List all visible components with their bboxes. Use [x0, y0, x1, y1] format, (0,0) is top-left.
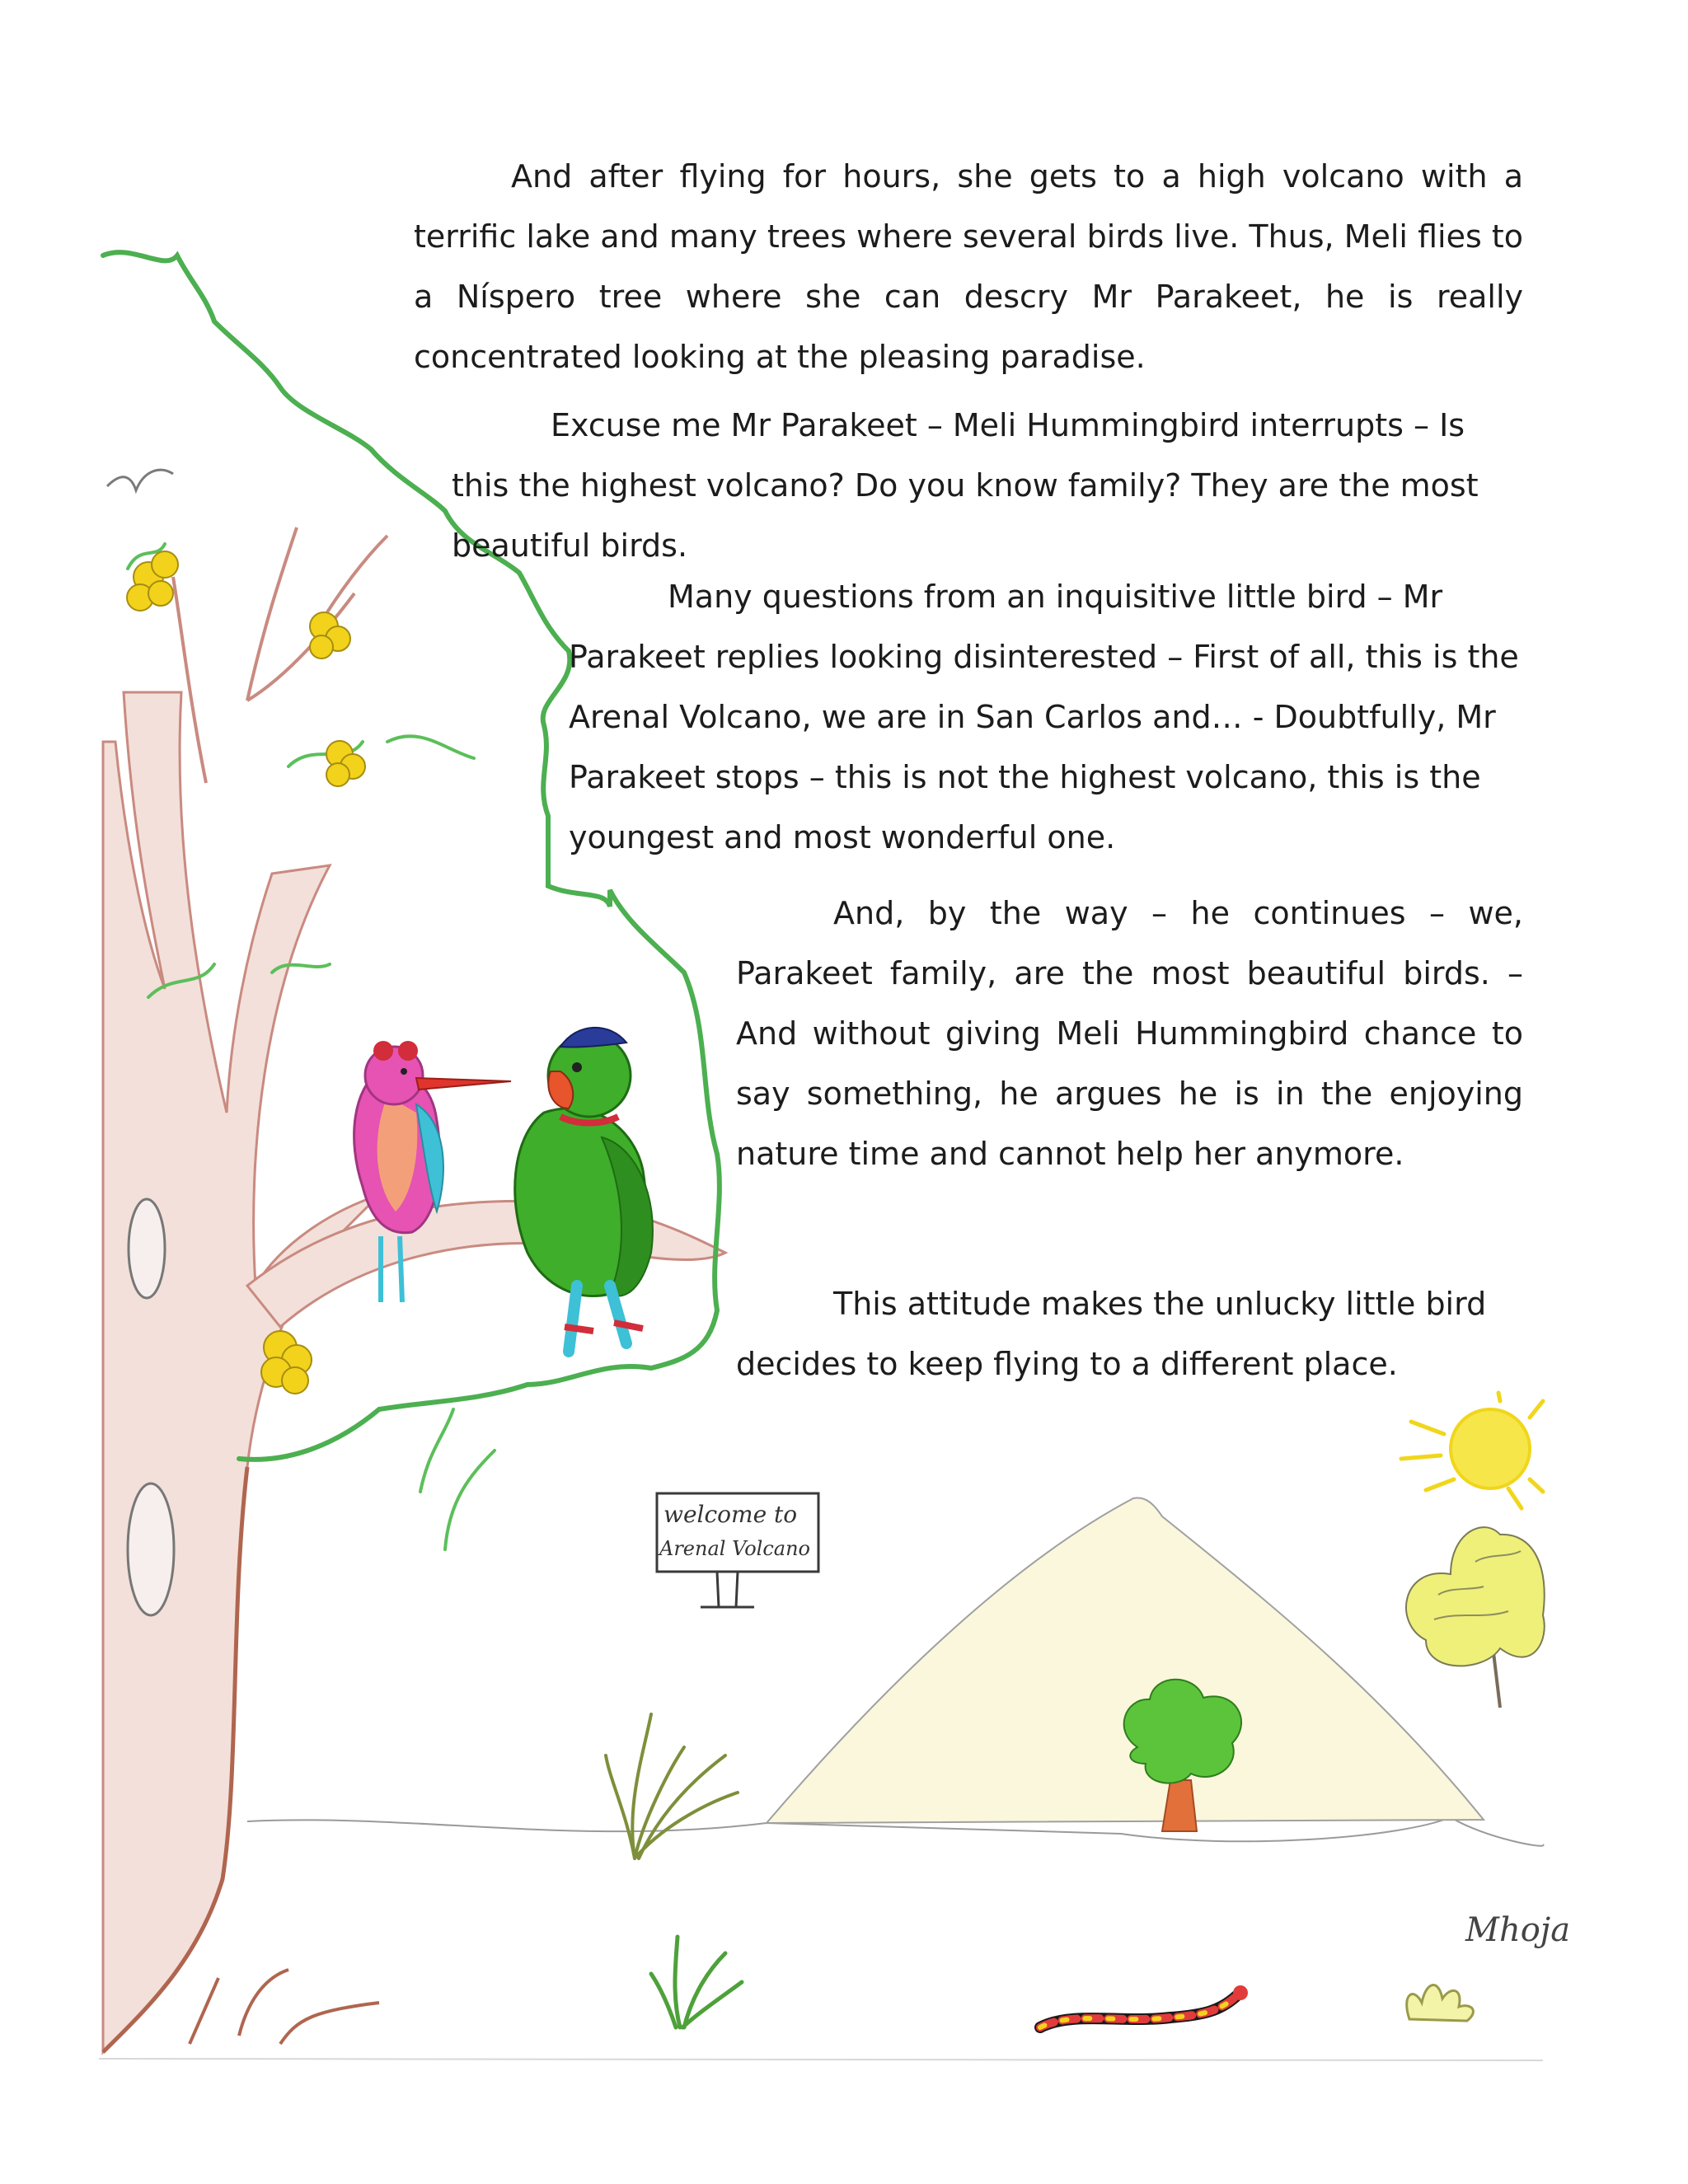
grass-icon [606, 1714, 738, 1858]
sun-icon [1401, 1393, 1543, 1508]
story-paragraph-3: Many questions from an inquisitive little bird – Mr Parakeet replies looking disinterested – First of all, this is the Arenal Volcano, we are in San Carlos and… - Doubtfully, Mr Parakeet stops – this is not the highest volcano, this is the youngest and most wonderful one. [569, 579, 1519, 855]
flower-icon [261, 1331, 312, 1394]
story-paragraph-5: This attitude makes the unlucky little bird decides to keep flying to a different place. [736, 1286, 1487, 1382]
artist-signature: Mhoja [1465, 1911, 1571, 1949]
parakeet-icon [515, 1028, 653, 1352]
bird-silhouette-icon [107, 470, 173, 490]
flower-icon [310, 612, 350, 658]
plant-icon [1407, 1985, 1474, 2021]
story-paragraph-1: And after flying for hours, she gets to a high volcano with a terrific lake and many trees where several birds live. Thus, Meli flies to a Níspero tree where she can descry Mr Parakeet, he is really concentrated looking at the pleasing paradise. [414, 158, 1523, 375]
yellow-tree-icon [1406, 1527, 1545, 1708]
welcome-sign [657, 1493, 818, 1607]
volcano [767, 1497, 1484, 1823]
sign-line-1: welcome to [663, 1501, 798, 1528]
story-paragraph-2: Excuse me Mr Parakeet – Meli Hummingbird interrupts – Is this the highest volcano? Do you know family? They are the most beautiful birds. [452, 407, 1479, 564]
bottom-line [99, 2059, 1543, 2060]
sign-line-2: Arenal Volcano [659, 1537, 810, 1560]
story-paragraph-4: And, by the way – he continues – we, Parakeet family, are the most beautiful birds. – And without giving Meli Hummingbird chance to say something, he argues he is in the enjoying nature time and cannot help her anymore. [736, 895, 1523, 1172]
coral-snake-icon [1040, 1985, 1248, 2027]
grass-icon [651, 1937, 742, 2027]
